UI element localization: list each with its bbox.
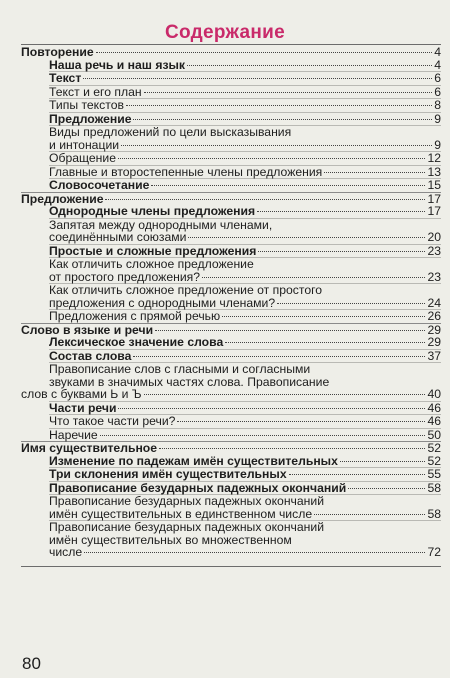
toc-entry-page-number: 29 bbox=[427, 335, 441, 349]
dot-leader bbox=[84, 552, 425, 553]
toc-subentries bbox=[49, 205, 441, 323]
toc-entry[interactable] bbox=[49, 113, 441, 127]
toc-entry[interactable] bbox=[49, 59, 441, 73]
dot-leader bbox=[144, 394, 426, 395]
page-title: Содержание bbox=[164, 22, 286, 43]
dot-leader bbox=[159, 448, 425, 449]
toc-entry-title: Обращение bbox=[49, 151, 117, 165]
toc-entry-title: Предложение bbox=[49, 111, 132, 126]
toc-entry-title: Лексическое значение слова bbox=[49, 335, 224, 349]
toc-entry-title: Изменение по падежам имён существительных bbox=[49, 453, 338, 468]
dot-leader bbox=[96, 52, 433, 53]
toc-entry-title: Словосочетание bbox=[49, 178, 150, 192]
toc-entry[interactable] bbox=[49, 72, 441, 86]
toc-entry[interactable] bbox=[49, 219, 441, 245]
toc-entry-page-number: 4 bbox=[434, 57, 441, 72]
toc-entry-title: Что такое части речи? bbox=[49, 414, 176, 428]
section-title: Предложение bbox=[21, 191, 104, 206]
toc-entry-title: Текст и его план bbox=[49, 84, 142, 99]
dot-leader bbox=[340, 461, 426, 462]
toc-entry-title: Наша речь и наш язык bbox=[49, 57, 186, 72]
toc-entry-page-number: 6 bbox=[434, 71, 441, 85]
toc-entry[interactable] bbox=[49, 429, 441, 442]
toc-entry-title: Простые и сложные предложения bbox=[49, 243, 257, 258]
dot-leader bbox=[118, 408, 425, 409]
toc-entry[interactable] bbox=[49, 350, 441, 364]
toc-entry-title: Главные и второстепенные члены предложения bbox=[49, 164, 323, 179]
toc-entry-title: и интонации bbox=[49, 137, 120, 152]
toc-entry-page-number: 15 bbox=[427, 178, 441, 192]
toc-entry[interactable] bbox=[49, 86, 441, 100]
toc-entry[interactable] bbox=[49, 336, 441, 350]
toc-entry[interactable] bbox=[49, 521, 441, 559]
toc-entry-title: от простого предложения? bbox=[49, 269, 201, 284]
toc-entry[interactable] bbox=[21, 362, 441, 402]
page-number: 80 bbox=[22, 654, 41, 673]
toc-entry[interactable] bbox=[49, 152, 441, 166]
dot-leader bbox=[222, 316, 425, 317]
toc-entry-page-number: 13 bbox=[427, 164, 441, 179]
toc-entry-page-number: 46 bbox=[427, 400, 441, 415]
toc-entry-line: Правописание слов с гласными и согласными bbox=[49, 362, 311, 376]
toc-entry-line: Как отличить сложное предложение от простого bbox=[49, 283, 323, 297]
toc-entry-title: имён существительных в единственном числе bbox=[49, 506, 313, 521]
dot-leader bbox=[133, 356, 425, 357]
toc-entry-page-number: 23 bbox=[427, 243, 441, 258]
toc-entry-page-number: 52 bbox=[427, 453, 441, 468]
toc-entry-page-number: 8 bbox=[434, 98, 441, 112]
dot-leader bbox=[258, 251, 425, 252]
toc-entry[interactable] bbox=[49, 468, 441, 482]
toc-entry-page-number: 23 bbox=[427, 269, 441, 284]
dot-leader bbox=[348, 488, 425, 489]
toc-entry[interactable] bbox=[49, 482, 441, 496]
toc-entry-line: имён существительных во множественном bbox=[49, 532, 292, 547]
dot-leader bbox=[144, 92, 433, 93]
dot-leader bbox=[202, 277, 425, 278]
toc-section bbox=[21, 442, 441, 559]
toc-section-heading[interactable] bbox=[21, 442, 441, 455]
toc-section bbox=[21, 46, 441, 193]
toc-section-heading[interactable] bbox=[21, 46, 441, 59]
dot-leader bbox=[277, 303, 425, 304]
toc-entry-title: Типы текстов bbox=[49, 98, 124, 112]
toc-entry-page-number: 9 bbox=[434, 111, 441, 126]
toc-entry[interactable] bbox=[49, 205, 441, 219]
toc-entry[interactable] bbox=[49, 495, 441, 521]
toc-entry[interactable] bbox=[49, 126, 441, 152]
toc-entry[interactable] bbox=[49, 99, 441, 113]
section-page-number: 52 bbox=[427, 441, 441, 455]
dot-leader bbox=[177, 421, 425, 422]
dot-leader bbox=[289, 474, 426, 475]
toc-entry[interactable] bbox=[49, 166, 441, 180]
toc-entry-title: Части речи bbox=[49, 400, 117, 415]
toc-entry-title: предложения с однородными членами? bbox=[49, 295, 276, 310]
dot-leader bbox=[314, 514, 425, 515]
toc-entry[interactable] bbox=[49, 258, 441, 284]
toc-entry-page-number: 58 bbox=[427, 506, 441, 521]
toc-entry-page-number: 17 bbox=[427, 204, 441, 218]
dot-leader bbox=[155, 330, 425, 331]
section-page-number: 17 bbox=[427, 191, 441, 206]
toc-entry-page-number: 46 bbox=[427, 414, 441, 428]
toc-subentries bbox=[21, 335, 441, 442]
dot-leader bbox=[118, 158, 425, 159]
toc-entry-line: Виды предложений по цели высказывания bbox=[49, 125, 292, 139]
toc-entry-title: Состав слова bbox=[49, 348, 132, 363]
toc-subentries bbox=[49, 59, 441, 192]
toc-entry[interactable] bbox=[49, 402, 441, 416]
toc-entry-title: соединёнными союзами bbox=[49, 230, 187, 244]
section-title: Слово в языке и речи bbox=[21, 322, 154, 337]
page-footer bbox=[22, 654, 41, 674]
toc-entry-title: Наречие bbox=[49, 427, 98, 442]
section-page-number: 29 bbox=[427, 322, 441, 337]
dot-leader bbox=[257, 211, 425, 212]
toc-entry[interactable] bbox=[49, 179, 441, 192]
toc-entry-page-number: 24 bbox=[427, 295, 441, 310]
toc-entry-page-number: 20 bbox=[427, 230, 441, 244]
toc-section bbox=[21, 324, 441, 443]
toc-entry-line: Правописание безударных падежных окончаний bbox=[49, 494, 325, 508]
dot-leader bbox=[133, 119, 432, 120]
toc-entry-title: числе bbox=[49, 545, 83, 559]
toc-entry[interactable] bbox=[49, 245, 441, 259]
toc-entry-title: Три склонения имён существительных bbox=[49, 467, 287, 481]
dot-leader bbox=[188, 237, 425, 238]
toc-entry-line: Как отличить сложное предложение bbox=[49, 257, 254, 271]
toc-entry[interactable] bbox=[49, 310, 441, 323]
dot-leader bbox=[151, 185, 425, 186]
toc-section bbox=[21, 193, 441, 324]
section-page-number: 4 bbox=[434, 45, 441, 59]
dot-leader bbox=[100, 435, 426, 436]
toc-entry-page-number: 50 bbox=[427, 427, 441, 442]
dot-leader bbox=[83, 78, 432, 79]
toc-entry-page-number: 26 bbox=[427, 309, 441, 323]
dot-leader bbox=[187, 65, 432, 66]
dot-leader bbox=[121, 145, 432, 146]
table-of-contents bbox=[21, 44, 441, 567]
dot-leader bbox=[105, 199, 425, 200]
dot-leader bbox=[126, 105, 432, 106]
toc-entry[interactable] bbox=[49, 284, 441, 310]
toc-entry-title: Правописание безударных падежных окончаний bbox=[49, 480, 347, 495]
toc-entry-line: звуками в значимых частях слова. Правописание bbox=[49, 374, 330, 389]
toc-entry-page-number: 12 bbox=[427, 151, 441, 165]
section-title: Повторение bbox=[21, 45, 94, 59]
toc-entry-page-number: 40 bbox=[427, 387, 441, 401]
dot-leader bbox=[324, 172, 425, 173]
toc-entry-page-number: 72 bbox=[427, 545, 441, 559]
toc-entry-page-number: 58 bbox=[427, 480, 441, 495]
toc-entry-page-number: 55 bbox=[427, 467, 441, 481]
toc-entry-page-number: 6 bbox=[434, 84, 441, 99]
toc-entry-title: Предложения с прямой речью bbox=[49, 309, 221, 323]
dot-leader bbox=[225, 342, 425, 343]
toc-entry-page-number: 37 bbox=[427, 348, 441, 363]
toc-entry[interactable] bbox=[49, 415, 441, 429]
toc-entry-title: Однородные члены предложения bbox=[49, 204, 256, 218]
toc-entry-line: Правописание безударных падежных окончаний bbox=[49, 520, 325, 534]
toc-entry-page-number: 9 bbox=[434, 137, 441, 152]
section-title: Имя существительное bbox=[21, 441, 158, 455]
toc-entry-line: Запятая между однородными членами, bbox=[49, 217, 273, 232]
toc-subentries bbox=[49, 455, 441, 559]
toc-entry[interactable] bbox=[49, 455, 441, 469]
toc-entry-title: слов с буквами Ь и Ъ bbox=[21, 387, 142, 401]
toc-entry-title: Текст bbox=[49, 71, 82, 85]
